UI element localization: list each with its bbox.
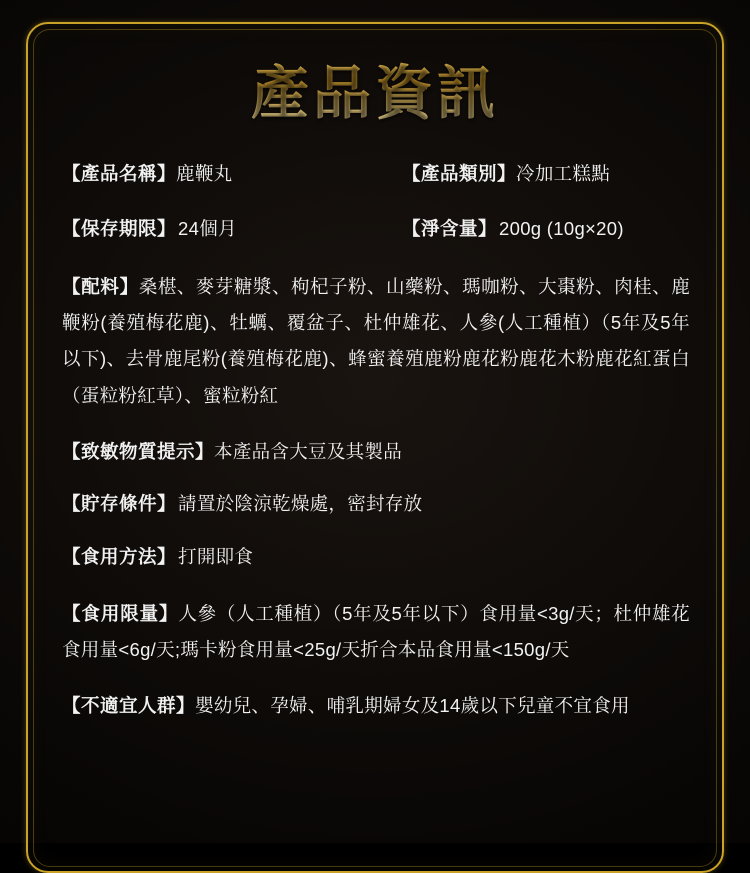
- field-net-weight-label: 【淨含量】: [402, 217, 498, 239]
- field-net-weight-value: 200g (10g×20): [499, 217, 624, 239]
- info-row-shelflife-netweight: [62, 215, 690, 244]
- field-allergen: [62, 438, 690, 467]
- field-allergen-value: 本產品含大豆及其製品: [214, 440, 403, 462]
- field-net-weight: [402, 215, 690, 244]
- info-row-name-category: [62, 160, 690, 189]
- field-intake-limit-value: 人參（人工種植）（5年及5年以下）食用量<3g/天；杜仲雄花食用量<6g/天;瑪卡粉食用量<25g/天折合本品食用量<150g/天: [62, 602, 690, 660]
- field-shelf-life-value: 24個月: [178, 217, 237, 239]
- field-ingredients: [62, 269, 690, 413]
- field-intake-limit: [62, 596, 690, 668]
- field-shelf-life: [62, 215, 402, 244]
- field-unsuitable-group-label: 【不適宜人群】: [62, 694, 196, 716]
- field-product-category-label: 【產品類別】: [402, 163, 517, 184]
- field-unsuitable-group-value: 嬰幼兒、孕婦、哺乳期婦女及14歲以下兒童不宜食用: [195, 694, 630, 716]
- field-storage-value: 請置於陰涼乾燥處，密封存放: [178, 493, 423, 515]
- field-product-name: [62, 160, 402, 189]
- field-unsuitable-group: [62, 692, 690, 721]
- page-title: 產品資訊: [0, 0, 750, 130]
- field-usage-value: 打開即食: [178, 545, 254, 567]
- field-product-category-value: 冷加工糕點: [516, 163, 611, 184]
- field-storage: [62, 490, 690, 519]
- field-ingredients-value: 桑椹、麥芽糖漿、枸杞子粉、山藥粉、瑪咖粉、大棗粉、肉桂、鹿鞭粉(養殖梅花鹿)、牡蠣、覆盆子、杜仲雄花、人參(人工種植）（5年及5年以下)、去骨鹿尾粉(養殖梅花鹿)、蜂蜜養殖鹿粉鹿花粉鹿花木粉鹿花紅蛋白（蛋粒粉紅草）、蜜粒粉紅: [62, 276, 690, 406]
- field-shelf-life-label: 【保存期限】: [62, 217, 177, 239]
- field-ingredients-label: 【配料】: [62, 276, 139, 298]
- field-storage-label: 【貯存條件】: [62, 493, 177, 515]
- product-info-content: [0, 130, 750, 720]
- field-product-category: [402, 160, 690, 189]
- field-allergen-label: 【致敏物質提示】: [62, 440, 215, 462]
- field-product-name-value: 鹿鞭丸: [176, 163, 233, 184]
- field-usage-label: 【食用方法】: [62, 545, 177, 567]
- field-product-name-label: 【產品名稱】: [62, 163, 177, 184]
- field-usage: [62, 543, 690, 572]
- field-intake-limit-label: 【食用限量】: [62, 602, 179, 624]
